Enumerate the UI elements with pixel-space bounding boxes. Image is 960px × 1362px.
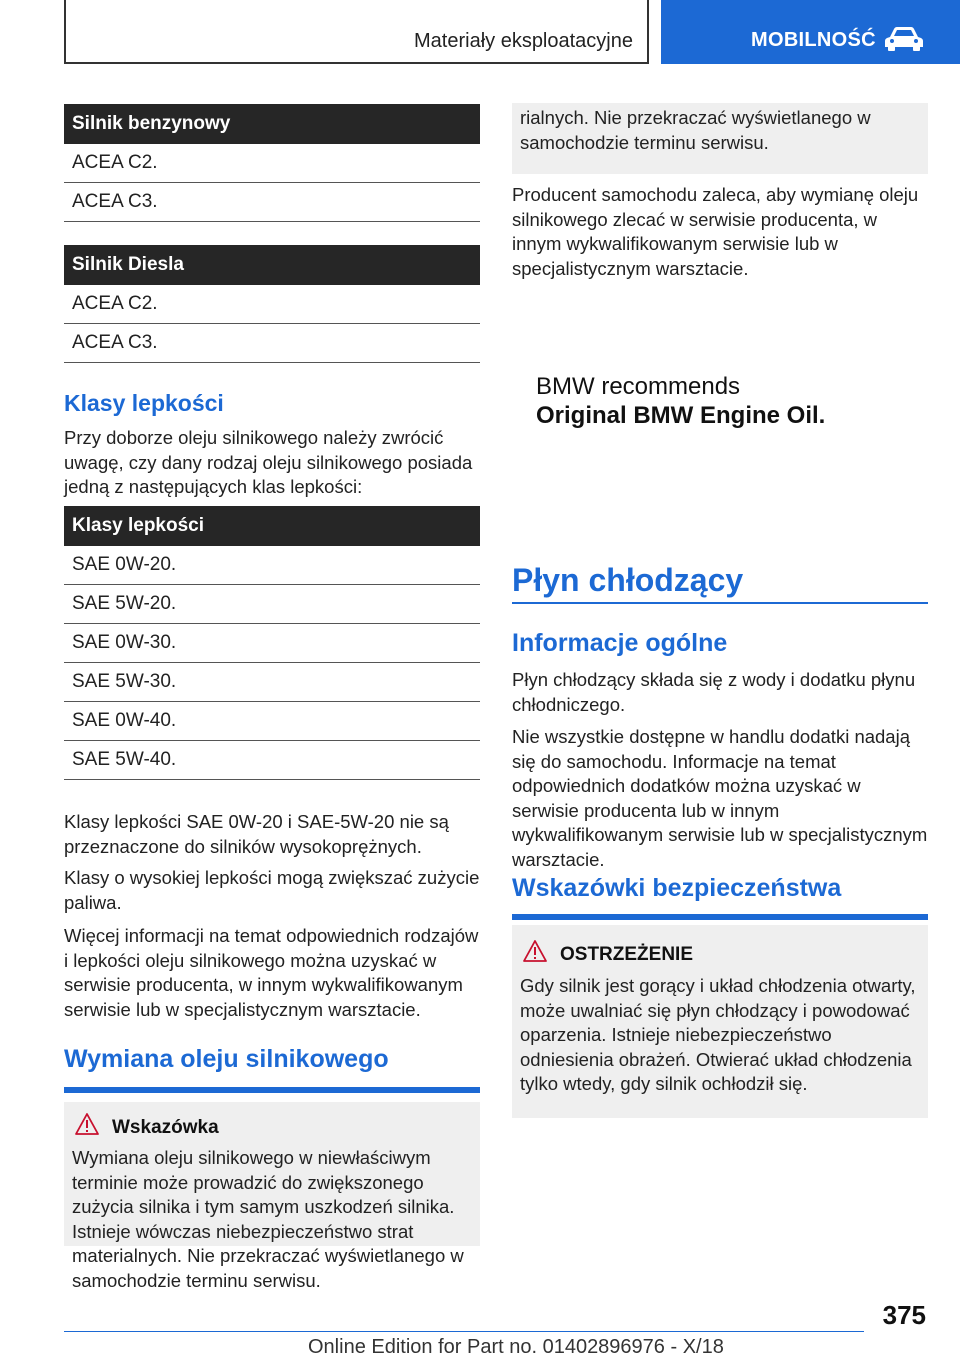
- table-row: SAE 5W-30.: [64, 663, 480, 702]
- general-info-p2: Nie wszystkie dostępne w handlu dodatki nadają się do samochodu. Informacje na temat odpowiednich dodatków można uzyskać w serwisie producenta lub w innym wykwalifikowanym serwisie lub w specjalistycznym warsztacie.: [512, 726, 928, 870]
- car-icon: [884, 26, 924, 52]
- heading-rule: [64, 1087, 480, 1093]
- coolant-warning: [512, 925, 928, 1118]
- page-number: 375: [882, 1300, 926, 1330]
- warning-icon: [75, 1113, 99, 1135]
- table-row: ACEA C2.: [64, 144, 480, 183]
- note-continuation: [512, 103, 928, 174]
- recommendation-text: Producent samochodu zaleca, aby wymianę oleju silnikowego zlecać w serwisie producenta, w innym wykwalifikowanym serwisie lub w specjalistycznym warsztacie.: [512, 184, 919, 279]
- viscosity-note-2: Klasy o wysokiej lepkości mogą zwiększać zużycie paliwa.: [64, 867, 480, 913]
- note-title: Wskazówka: [112, 1117, 219, 1138]
- bmw-oil-line: Original BMW Engine Oil.: [536, 402, 826, 429]
- coolant-heading: Płyn chłodzący: [512, 562, 744, 598]
- bmw-recommends-line: BMW recommends: [536, 373, 741, 400]
- table-row: SAE 0W-40.: [64, 702, 480, 741]
- bmw-oil-recommendation: [536, 372, 825, 430]
- viscosity-intro: Przy doborze oleju silnikowego należy zwrócić uwagę, czy dany rodzaj oleju silnikowego posiada jedną z następujących klas lepkości:: [64, 427, 473, 497]
- table-row: ACEA C2.: [64, 285, 480, 324]
- safety-heading: Wskazówki bezpieczeństwa: [512, 874, 842, 902]
- note-body: Wymiana oleju silnikowego w niewłaściwym terminie może prowadzić do zwiększonego zużycia silnika i tym samym uszkodzeń silnika. Istnieje wówczas niebezpieczeństwo strat materialnych. Nie przekraczać wyświetlanego w samochodzie terminu serwisu.: [72, 1147, 464, 1291]
- section-header: [64, 0, 649, 64]
- petrol-table: [64, 104, 480, 222]
- viscosity-table: [64, 506, 480, 780]
- section-title: Materiały eksploatacyjne: [414, 30, 633, 52]
- table-row: SAE 0W-30.: [64, 624, 480, 663]
- edition-footer: Online Edition for Part no. 01402896976 - X/18: [308, 1336, 724, 1358]
- note-continued-text: rialnych. Nie przekraczać wyświetlanego w samochodzie terminu serwisu.: [520, 107, 871, 153]
- viscosity-heading: Klasy lepkości: [64, 390, 224, 416]
- general-info-heading: Informacje ogólne: [512, 629, 728, 657]
- viscosity-note-1: Klasy lepkości SAE 0W-20 i SAE-5W-20 nie są przeznaczone do silników wysokoprężnych.: [64, 811, 449, 857]
- general-info-p1: Płyn chłodzący składa się z wody i dodatku płynu chłodniczego.: [512, 669, 916, 715]
- table-row: ACEA C3.: [64, 324, 480, 363]
- table-row: SAE 5W-20.: [64, 585, 480, 624]
- table-row: SAE 0W-20.: [64, 546, 480, 585]
- table-row: ACEA C3.: [64, 183, 480, 222]
- footer-rule: [64, 1331, 864, 1332]
- heading-rule: [512, 914, 928, 920]
- table-header: Silnik benzynowy: [64, 104, 480, 144]
- oil-change-note: [64, 1102, 480, 1291]
- viscosity-note-3: Więcej informacji na temat odpowiednich rodzajów i lepkości oleju silnikowego można uzyskać w serwisie producenta, w innym wykwalifikowanym serwisie lub w specjalistycznym warsztacie.: [64, 925, 479, 1020]
- table-header: Klasy lepkości: [64, 506, 480, 546]
- warning-body: Gdy silnik jest gorący i układ chłodzenia otwarty, może uwalniać się płyn chłodzący i powodować oparzenia. Istnieje niebezpieczeństwo odniesienia obrażeń. Otwierać układ chłodzenia tylko wtedy, gdy silnik ochłodził się.: [520, 975, 916, 1094]
- diesel-table: [64, 245, 480, 363]
- oil-change-heading: Wymiana oleju silnikowego: [64, 1045, 389, 1073]
- warning-title: OSTRZEŻENIE: [560, 944, 694, 965]
- table-row: SAE 5W-40.: [64, 741, 480, 780]
- chapter-title: MOBILNOŚĆ: [751, 29, 876, 51]
- table-header: Silnik Diesla: [64, 245, 480, 285]
- heading-rule: [512, 602, 928, 604]
- warning-icon: [523, 940, 547, 962]
